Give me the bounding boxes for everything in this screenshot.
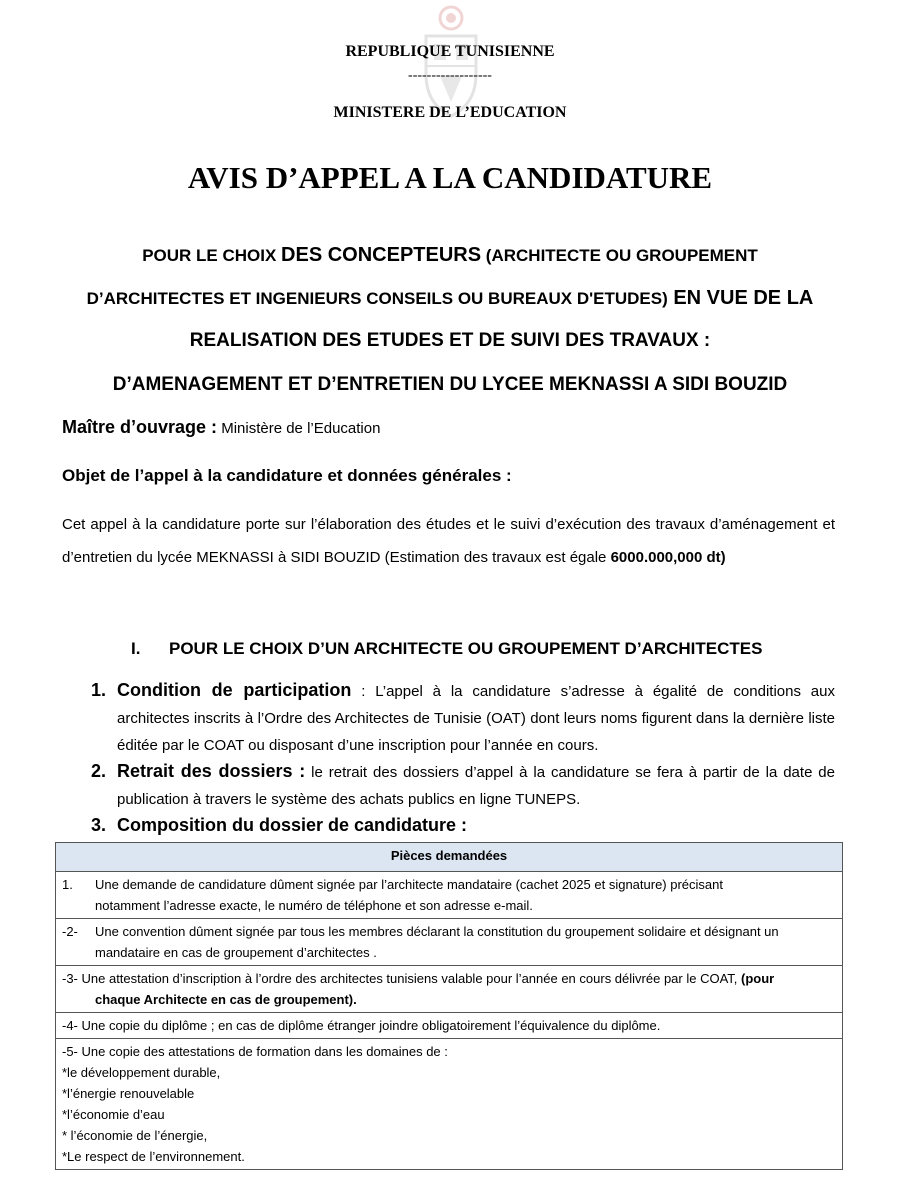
table-header: Pièces demandées xyxy=(56,843,843,872)
maitre-label: Maître d’ouvrage : xyxy=(62,417,218,437)
subtitle-l1-c: (ARCHITECTE OU GROUPEMENT xyxy=(481,246,758,265)
objet-amount: 6000.000,000 dt) xyxy=(610,549,726,566)
subtitle-l1-b: DES CONCEPTEURS xyxy=(281,244,482,266)
row-text: -3- Une attestation d’inscription à l’ordre des architectes tunisiens valable pour l’année en cours délivrée par le COAT, xyxy=(62,971,742,986)
section-heading xyxy=(131,639,762,659)
list-item-heading: Condition de participation xyxy=(117,680,352,700)
list-item-number: 1. xyxy=(91,680,107,700)
list-item-text: : L’appel à la candidature s’adresse à égalité de conditions aux architectes inscrits à l’Ordre des Architectes de Tunisie (OAT) dont leurs noms figurent dans la dernière liste éditée par le COAT ou disposant d’une inscription pour l’année en cours. xyxy=(117,683,835,754)
row-line-1: Une convention dûment signée par tous les membres déclarant la constitution du groupement solidaire et désignant un xyxy=(95,924,779,939)
list-item-number: 2. xyxy=(91,761,107,781)
section-title: POUR LE CHOIX D’UN ARCHITECTE OU GROUPEMENT D’ARCHITECTES xyxy=(169,639,763,658)
maitre-ouvrage xyxy=(62,417,380,438)
list-item-text: le retrait des dossiers d’appel à la candidature se fera à partir de la date de publication à travers le système des achats publics en ligne TUNEPS. xyxy=(117,764,835,808)
subtitle-l2-a: D’ARCHITECTES ET INGENIEURS CONSEILS OU BUREAUX D'ETUDES) xyxy=(86,289,668,308)
row-prefix: -2- xyxy=(62,924,78,939)
row-bold-2: chaque Architecte en cas de groupement). xyxy=(95,992,357,1007)
bullet-item: *Le respect de l’environnement. xyxy=(62,1149,245,1164)
table-cell: -4- Une copie du diplôme ; en cas de diplôme étranger joindre obligatoirement l’équivalence du diplôme. xyxy=(56,1013,843,1039)
objet-paragraph xyxy=(62,508,835,574)
table-row xyxy=(56,966,843,1013)
subtitle-line-3: REALISATION DES ETUDES ET DE SUIVI DES TRAVAUX : xyxy=(189,330,711,351)
objet-text: Cet appel à la candidature porte sur l’élaboration des études et le suivi d’exécution des travaux d’aménagement et d’entretien du lycée MEKNASSI à SIDI BOUZID (Estimation des travaux est égale xyxy=(62,516,835,566)
table-row xyxy=(56,1039,843,1170)
table-row xyxy=(56,1013,843,1039)
republic-heading: REPUBLIQUE TUNISIENNE xyxy=(345,43,555,60)
list-item-heading: Retrait des dossiers : xyxy=(117,761,306,781)
list-item-number: 3. xyxy=(91,815,107,835)
row-prefix: 1. xyxy=(62,877,73,892)
header-separator: ------------------ xyxy=(408,68,492,83)
list-item xyxy=(91,812,835,840)
subtitle-l1-a: POUR LE CHOIX xyxy=(142,246,282,265)
documents-table xyxy=(55,842,843,1170)
page-title: AVIS D’APPEL A LA CANDIDATURE xyxy=(187,160,713,195)
maitre-value: Ministère de l’Education xyxy=(217,420,381,437)
subtitle-line-4: D’AMENAGEMENT ET D’ENTRETIEN DU LYCEE MEKNASSI A SIDI BOUZID xyxy=(112,374,788,395)
row-text: -5- Une copie des attestations de formation dans les domaines de : xyxy=(62,1044,448,1059)
subtitle-line-1 xyxy=(0,244,900,267)
table-header-row xyxy=(56,843,843,872)
row-line-2: notamment l’adresse exacte, le numéro de téléphone et son adresse e-mail. xyxy=(95,898,533,913)
table-cell xyxy=(56,919,843,966)
bullet-item: *l’économie d’eau xyxy=(62,1107,165,1122)
table-cell xyxy=(56,872,843,919)
table-row xyxy=(56,919,843,966)
bullet-item: * l’économie de l’énergie, xyxy=(62,1128,208,1143)
ministry-heading: MINISTERE DE L’EDUCATION xyxy=(333,104,567,121)
list-item xyxy=(91,677,835,759)
row-line-1: Une demande de candidature dûment signée par l’architecte mandataire (cachet 2025 et signature) précisant xyxy=(95,877,723,892)
table-cell xyxy=(56,966,843,1013)
objet-heading: Objet de l’appel à la candidature et données générales : xyxy=(62,466,512,485)
list-item-heading: Composition du dossier de candidature : xyxy=(117,815,468,835)
bullet-item: *l’énergie renouvelable xyxy=(62,1086,195,1101)
subtitle-line-2 xyxy=(0,287,900,310)
list-item xyxy=(91,758,835,813)
table-cell xyxy=(56,1039,843,1170)
section-number: I. xyxy=(131,639,141,658)
row-bold-1: (pour xyxy=(741,971,775,986)
bullet-item: *le développement durable, xyxy=(62,1065,221,1080)
subtitle-l2-b: EN VUE DE LA xyxy=(667,287,814,309)
table-row xyxy=(56,872,843,919)
row-line-2: mandataire en cas de groupement d’architectes . xyxy=(95,945,377,960)
